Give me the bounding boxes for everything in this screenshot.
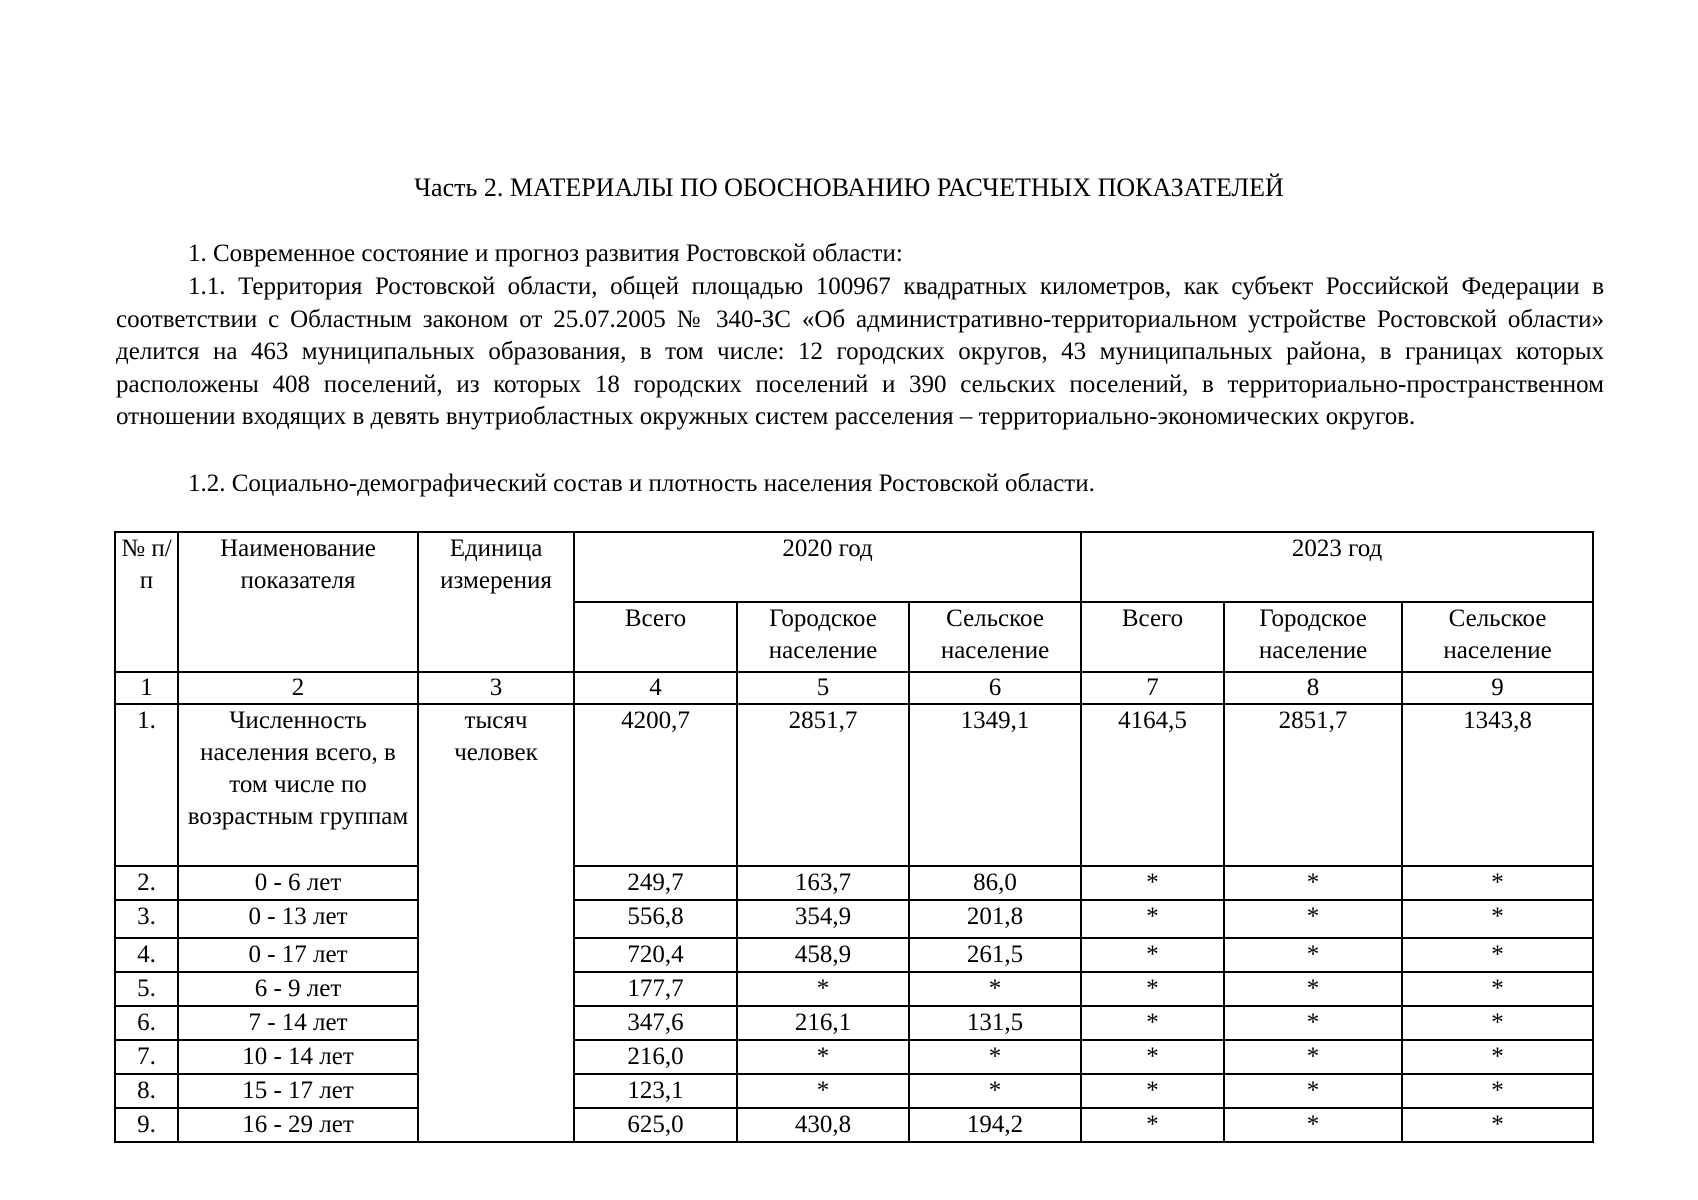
cell-2023-urban: *: [1224, 972, 1402, 1006]
cell-2020-total: 625,0: [574, 1108, 737, 1142]
row-name: Численность населения всего, в том числе по возрастным группам: [178, 704, 418, 866]
cell-2023-urban: *: [1224, 1040, 1402, 1074]
column-index: 6: [909, 672, 1081, 704]
cell-2020-total: 720,4: [574, 938, 737, 972]
cell-2023-urban: *: [1224, 900, 1402, 938]
header-2020-urban: Городское население: [737, 602, 909, 672]
column-index: 7: [1081, 672, 1224, 704]
column-index: 8: [1224, 672, 1402, 704]
row-name: 0 - 17 лет: [178, 938, 418, 972]
cell-2020-total: 556,8: [574, 900, 737, 938]
row-name: 15 - 17 лет: [178, 1074, 418, 1108]
row-number: 2.: [115, 866, 178, 900]
cell-2020-rural: 201,8: [909, 900, 1081, 938]
header-2023-rural: Сельское население: [1402, 602, 1593, 672]
cell-2023-total: *: [1081, 1040, 1224, 1074]
paragraph-1-1: 1.1. Территория Ростовской области, общей площадью 100967 квадратных километров, как субъект Российской Федерации в соответствии с Областным законом от 25.07.2005 № 340-ЗС «Об административно-территориальном устройстве Ростовской области» делится на 463 муниципальных образования, в том числе: 12 городских округов, 43 муниципальных района, в границах которых расположены 408 поселений, из которых 18 городских поселений и 390 сельских поселений, в территориально-пространственном отношении входящих в девять внутриобластных окружных систем расселения – территориально-экономических округов.: [116, 273, 1604, 431]
cell-2023-total: 4164,5: [1081, 704, 1224, 866]
cell-2023-total: *: [1081, 938, 1224, 972]
cell-2023-urban: *: [1224, 1074, 1402, 1108]
column-index: 3: [418, 672, 574, 704]
table-row: [115, 1006, 1593, 1040]
column-index: 4: [574, 672, 737, 704]
cell-2023-rural: *: [1402, 972, 1593, 1006]
cell-2023-total: *: [1081, 1108, 1224, 1142]
cell-2023-rural: 1343,8: [1402, 704, 1593, 866]
table-header-row: [115, 532, 1593, 602]
cell-2020-rural: 86,0: [909, 866, 1081, 900]
cell-2020-total: 249,7: [574, 866, 737, 900]
cell-2020-total: 123,1: [574, 1074, 737, 1108]
header-name: Наименование показателя: [178, 532, 418, 672]
cell-2020-urban: *: [737, 972, 909, 1006]
column-index: 5: [737, 672, 909, 704]
row-name: 10 - 14 лет: [178, 1040, 418, 1074]
cell-2020-urban: 216,1: [737, 1006, 909, 1040]
table-row: [115, 704, 1593, 866]
cell-2023-total: *: [1081, 866, 1224, 900]
cell-2023-total: *: [1081, 972, 1224, 1006]
cell-2023-urban: *: [1224, 866, 1402, 900]
cell-2023-rural: *: [1402, 900, 1593, 938]
column-index: 9: [1402, 672, 1593, 704]
row-name: 0 - 6 лет: [178, 866, 418, 900]
header-2023-urban: Городское население: [1224, 602, 1402, 672]
paragraph-1: 1. Современное состояние и прогноз развития Ростовской области:: [188, 240, 903, 267]
cell-2020-urban: *: [737, 1074, 909, 1108]
cell-2023-total: *: [1081, 900, 1224, 938]
row-number: 1.: [115, 704, 178, 866]
table-row: [115, 938, 1593, 972]
cell-2023-rural: *: [1402, 1108, 1593, 1142]
table-row: [115, 972, 1593, 1006]
cell-2020-rural: 1349,1: [909, 704, 1081, 866]
header-2023-total: Всего: [1081, 602, 1224, 672]
cell-2023-rural: *: [1402, 938, 1593, 972]
cell-2020-urban: 2851,7: [737, 704, 909, 866]
header-year-2020: 2020 год: [574, 532, 1081, 602]
cell-2023-rural: *: [1402, 1074, 1593, 1108]
column-index-row: [115, 672, 1593, 704]
page-title: Часть 2. МАТЕРИАЛЫ ПО ОБОСНОВАНИЮ РАСЧЕТНЫХ ПОКАЗАТЕЛЕЙ: [414, 173, 1284, 202]
row-number: 3.: [115, 900, 178, 938]
cell-2023-urban: 2851,7: [1224, 704, 1402, 866]
cell-2020-urban: 458,9: [737, 938, 909, 972]
unit-cell: тысяч человек: [418, 704, 574, 1142]
cell-2020-urban: 354,9: [737, 900, 909, 938]
cell-2020-urban: *: [737, 1040, 909, 1074]
table-row: [115, 866, 1593, 900]
header-num: № п/п: [115, 532, 178, 672]
cell-2020-rural: *: [909, 1040, 1081, 1074]
table-row: [115, 1040, 1593, 1074]
cell-2020-rural: *: [909, 1074, 1081, 1108]
row-number: 8.: [115, 1074, 178, 1108]
cell-2020-rural: *: [909, 972, 1081, 1006]
cell-2023-rural: *: [1402, 1040, 1593, 1074]
cell-2023-rural: *: [1402, 866, 1593, 900]
row-number: 5.: [115, 972, 178, 1006]
row-name: 7 - 14 лет: [178, 1006, 418, 1040]
cell-2023-urban: *: [1224, 938, 1402, 972]
cell-2020-rural: 131,5: [909, 1006, 1081, 1040]
cell-2020-total: 216,0: [574, 1040, 737, 1074]
cell-2020-rural: 261,5: [909, 938, 1081, 972]
row-number: 9.: [115, 1108, 178, 1142]
cell-2020-total: 347,6: [574, 1006, 737, 1040]
population-table: [114, 531, 1594, 1143]
cell-2023-total: *: [1081, 1006, 1224, 1040]
header-year-2023: 2023 год: [1081, 532, 1593, 602]
cell-2023-urban: *: [1224, 1108, 1402, 1142]
cell-2020-total: 177,7: [574, 972, 737, 1006]
cell-2020-total: 4200,7: [574, 704, 737, 866]
row-name: 6 - 9 лет: [178, 972, 418, 1006]
cell-2020-rural: 194,2: [909, 1108, 1081, 1142]
header-2020-rural: Сельское население: [909, 602, 1081, 672]
header-unit: Единица измерения: [418, 532, 574, 672]
row-number: 7.: [115, 1040, 178, 1074]
row-number: 6.: [115, 1006, 178, 1040]
row-number: 4.: [115, 938, 178, 972]
row-name: 0 - 13 лет: [178, 900, 418, 938]
column-index: 2: [178, 672, 418, 704]
cell-2023-total: *: [1081, 1074, 1224, 1108]
cell-2023-rural: *: [1402, 1006, 1593, 1040]
cell-2023-urban: *: [1224, 1006, 1402, 1040]
row-name: 16 - 29 лет: [178, 1108, 418, 1142]
table-row: [115, 1074, 1593, 1108]
header-2020-total: Всего: [574, 602, 737, 672]
paragraph-1-2: 1.2. Социально-демографический состав и плотность населения Ростовской области.: [188, 470, 1095, 497]
cell-2020-urban: 163,7: [737, 866, 909, 900]
table-row: [115, 900, 1593, 938]
column-index: 1: [115, 672, 178, 704]
cell-2020-urban: 430,8: [737, 1108, 909, 1142]
table-row: [115, 1108, 1593, 1142]
